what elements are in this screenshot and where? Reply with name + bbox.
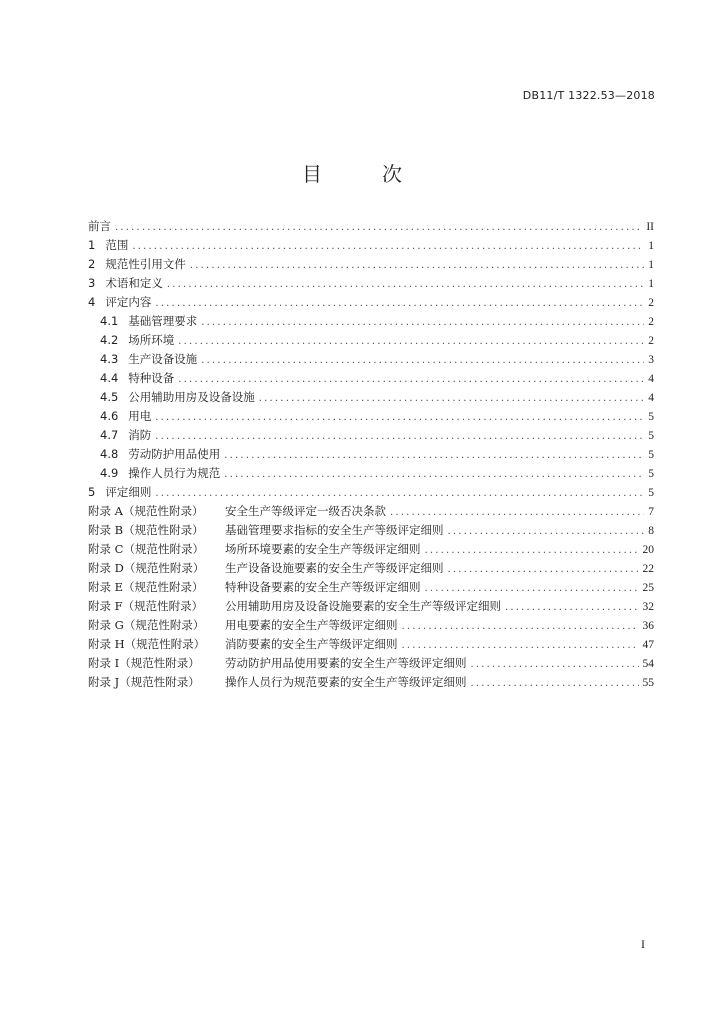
toc-entry-label: 公用辅助用房及设备设施 [128,390,255,404]
dot-leader [115,222,642,233]
dot-leader [224,469,644,480]
dot-leader [155,431,644,442]
toc-entry-label: 消防 [128,428,152,442]
dot-leader [402,621,639,632]
appendix-entry[interactable] [88,522,654,541]
toc-entry[interactable] [88,408,654,427]
appendix-label: 特种设备要素的安全生产等级评定细则 [225,580,421,594]
appendix-page: 7 [648,506,654,518]
toc-entry-label: 特种设备 [128,371,175,385]
appendix-entry[interactable] [88,674,654,693]
toc-entry-number: 4.9 [100,466,119,480]
dot-leader [178,336,644,347]
appendix-label: 场所环境要素的安全生产等级评定细则 [225,542,421,556]
toc-entry-number: 4.7 [100,428,119,442]
appendix-label: 操作人员行为规范要素的安全生产等级评定细则 [225,675,467,689]
toc-entry[interactable] [88,351,654,370]
page-title: 目 次 [302,162,422,186]
appendix-entry[interactable] [88,598,654,617]
toc-entry[interactable] [88,465,654,484]
dot-leader [448,526,645,537]
dot-leader [155,488,644,499]
toc-entry-label: 生产设备设施 [128,352,198,366]
appendix-label: 生产设备设施要素的安全生产等级评定细则 [225,561,444,575]
toc-entry-number: 5 [88,485,96,499]
toc-entry-page: 5 [648,449,654,461]
toc-entry[interactable] [88,256,654,275]
toc-entry[interactable] [88,427,654,446]
dot-leader [201,317,644,328]
appendix-page: 25 [642,582,654,594]
appendix-page: 54 [642,658,654,670]
toc-entry-number: 4.2 [100,333,119,347]
toc-entry[interactable] [88,294,654,313]
toc-entry-label: 操作人员行为规范 [128,466,221,480]
appendix-page: 36 [642,620,654,632]
appendix-prefix: 附录 B（规范性附录） [88,523,204,537]
toc-entry-number: 4.6 [100,409,119,423]
appendix-prefix: 附录 A（规范性附录） [88,504,204,518]
dot-leader [155,298,644,309]
toc-entry-label: 评定内容 [105,295,152,309]
dot-leader [167,279,644,290]
toc-entry-number: 4.3 [100,352,119,366]
toc-entry-page: 2 [648,335,654,347]
appendix-entry[interactable] [88,560,654,579]
dot-leader [259,393,644,404]
dot-leader [178,374,644,385]
toc-entry-page: 5 [648,468,654,480]
appendix-entry[interactable] [88,636,654,655]
toc-entry-page: 5 [648,430,654,442]
toc-entry[interactable] [88,332,654,351]
appendix-entry[interactable] [88,579,654,598]
dot-leader [155,412,644,423]
table-of-contents [88,218,654,693]
toc-entry[interactable] [88,275,654,294]
appendix-prefix: 附录 H（规范性附录） [88,637,206,651]
appendix-entry[interactable] [88,503,654,522]
dot-leader [201,355,644,366]
appendix-label: 用电要素的安全生产等级评定细则 [225,618,398,632]
dot-leader [425,583,639,594]
toc-entry-number: 4 [88,295,96,309]
appendix-entry[interactable] [88,655,654,674]
appendix-label: 公用辅助用房及设备设施要素的安全生产等级评定细则 [225,599,501,613]
toc-entry-number: 4.4 [100,371,119,385]
dot-leader [471,659,639,670]
dot-leader [471,678,639,689]
dot-leader [425,545,639,556]
toc-entry-page: 1 [648,240,654,252]
toc-entry[interactable] [88,313,654,332]
appendix-prefix: 附录 C（规范性附录） [88,542,204,556]
appendix-prefix: 附录 J（规范性附录） [88,675,200,689]
toc-entry-page: 1 [648,278,654,290]
toc-entry[interactable] [88,389,654,408]
toc-entry-label: 基础管理要求 [128,314,198,328]
toc-entry-label: 前言 [88,219,111,233]
document-id: DB11/T 1322.53—2018 [522,89,655,102]
toc-entry-page: 1 [648,259,654,271]
toc-entry-label: 用电 [128,409,152,423]
toc-entry[interactable] [88,446,654,465]
appendix-prefix: 附录 D（规范性附录） [88,561,205,575]
dot-leader [224,450,644,461]
toc-entry-page: 5 [648,487,654,499]
toc-entry-page: 2 [648,316,654,328]
appendix-entry[interactable] [88,617,654,636]
appendix-label: 劳动防护用品使用要素的安全生产等级评定细则 [225,656,467,670]
appendix-page: 8 [648,525,654,537]
dot-leader [390,507,644,518]
toc-entry-label: 劳动防护用品使用 [128,447,221,461]
appendix-label: 消防要素的安全生产等级评定细则 [225,637,398,651]
appendix-prefix: 附录 E（规范性附录） [88,580,204,594]
toc-entry-page: 5 [648,411,654,423]
toc-entry-number: 1 [88,238,96,252]
toc-entry-label: 场所环境 [128,333,175,347]
appendix-label: 基础管理要求指标的安全生产等级评定细则 [225,523,444,537]
toc-entry-label: 范围 [105,238,129,252]
dot-leader [402,640,639,651]
toc-entry[interactable] [88,218,654,237]
dot-leader [190,260,644,271]
toc-entry[interactable] [88,484,654,503]
appendix-page: 22 [642,563,654,575]
appendix-page: 55 [642,677,654,689]
appendix-page: 20 [642,544,654,556]
toc-entry[interactable] [88,237,654,256]
toc-entry[interactable] [88,370,654,389]
toc-entry-label: 规范性引用文件 [105,257,186,271]
appendix-prefix: 附录 F（规范性附录） [88,599,204,613]
toc-entry-number: 4.8 [100,447,119,461]
appendix-page: 47 [642,639,654,651]
toc-entry-number: 3 [88,276,96,290]
toc-entry-page: 4 [648,373,654,385]
toc-entry-number: 4.1 [100,314,119,328]
dot-leader [448,564,639,575]
toc-entry-page: 2 [648,297,654,309]
appendix-label: 安全生产等级评定一级否决条款 [225,504,386,518]
toc-entry-number: 4.5 [100,390,119,404]
toc-entry-number: 2 [88,257,96,271]
dot-leader [505,602,639,613]
appendix-page: 32 [642,601,654,613]
toc-entry-label: 评定细则 [105,485,152,499]
dot-leader [132,241,644,252]
toc-entry-label: 术语和定义 [105,276,163,290]
toc-entry-page: 4 [648,392,654,404]
appendix-prefix: 附录 G（规范性附录） [88,618,205,632]
appendix-entry[interactable] [88,541,654,560]
toc-entry-page: II [646,221,654,233]
toc-entry-page: 3 [648,354,654,366]
page-number: I [641,937,645,951]
appendix-prefix: 附录 I（规范性附录） [88,656,200,670]
